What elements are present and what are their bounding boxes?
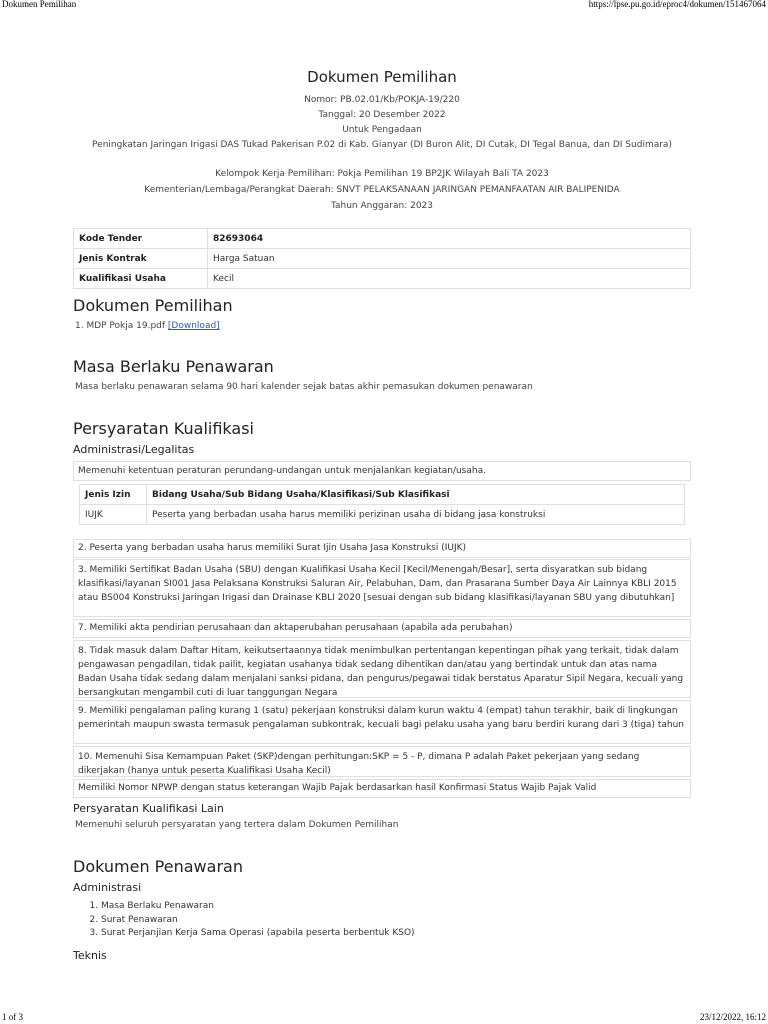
list-item: 3. Surat Perjanjian Kerja Sama Operasi (apabila peserta berbentuk KSO) [101,927,415,941]
meta-nomor: Nomor: PB.02.01/Kb/POKJA-19/220 [304,95,460,105]
info-key: Kode Tender [74,229,208,249]
info-value: Harga Satuan [208,249,691,269]
izin-cell-jenis: IUJK [80,505,147,525]
requirement-item: 8. Tidak masuk dalam Daftar Hitam, keikutsertaannya tidak menimbulkan pertentangan kepentingan pihak yang terkait, tidak dalam pengawasan pengadilan, tidak pailit, kegiatan usahanya tidak sedang dihentikan dan/atau yang bertindak untuk dan atas nama Badan Usaha tidak sedang dalam menjalani sanksi pidana, dan pengurus/pegawai tidak berstatus Aparatur Sipil Negara, kecuali yang bersangkutan mengambil cuti di luar tanggungan Negara [73,640,691,698]
izin-header-bidang: Bidang Usaha/Sub Bidang Usaha/Klasifikasi/Sub Klasifikasi [147,485,685,505]
print-timestamp: 23/12/2022, 16:12 [699,1012,766,1022]
izin-header-jenis: Jenis Izin [80,485,147,505]
section-heading-masa-berlaku: Masa Berlaku Penawaran [73,357,274,376]
print-header-url: https://lpse.pu.go.id/eproc4/dokumen/151467064 [588,0,766,9]
meta-kementerian: Kementerian/Lembaga/Perangkat Daerah: SNVT PELAKSANAAN JARINGAN PEMANFAATAN AIR BALIPENIDA [144,185,620,195]
info-value: Kecil [208,269,691,289]
print-footer [0,1012,768,1024]
requirement-item: 2. Peserta yang berbadan usaha harus memiliki Surat Ijin Usaha Jasa Konstruksi (IUJK) [73,539,691,558]
info-key: Jenis Kontrak [74,249,208,269]
section-heading-dokumen-pemilihan: Dokumen Pemilihan [73,296,233,315]
meta-untuk: Untuk Pengadaan [342,125,422,135]
subheading-kualifikasi-lain: Persyaratan Kualifikasi Lain [73,802,224,815]
table-row [74,269,691,289]
download-link[interactable]: [Download] [167,321,220,331]
meta-tahun: Tahun Anggaran: 2023 [330,201,433,211]
document-file-name: 1. MDP Pokja 19.pdf [75,321,166,331]
table-row [80,505,685,525]
requirement-item: 9. Memiliki pengalaman paling kurang 1 (satu) pekerjaan konstruksi dalam kurun waktu 4 (empat) tahun terakhir, baik di lingkungan pemerintah maupun swasta termasuk pengalaman subkontrak, kecuali bagi pelaku usaha yang baru berdiri kurang dari 3 (tiga) tahun [73,700,691,744]
requirement-item: 7. Memiliki akta pendirian perusahaan dan aktaperubahan perusahaan (apabila ada perubahan) [73,619,691,638]
subheading-teknis: Teknis [73,949,107,962]
requirement-item: Memiliki Nomor NPWP dengan status keterangan Wajib Pajak berdasarkan hasil Konfirmasi Status Wajib Pajak Valid [73,779,691,798]
subheading-administrasi-legalitas: Administrasi/Legalitas [73,443,195,456]
meta-pengadaan: Peningkatan Jaringan Irigasi DAS Tukad Pakerisan P.02 di Kab. Gianyar (DI Buron Alit, DI Cutak, DI Tegal Banua, dan DI Sudimara) [92,140,672,150]
izin-cell-bidang: Peserta yang berbadan usaha harus memiliki perizinan usaha di bidang jasa konstruksi [147,505,685,525]
page-title: Dokumen Pemilihan [307,68,457,86]
document-file-item [75,321,220,331]
info-key: Kualifikasi Usaha [74,269,208,289]
section-heading-dokumen-penawaran: Dokumen Penawaran [73,857,243,876]
subheading-administrasi: Administrasi [73,881,142,894]
legalitas-intro: Memenuhi ketentuan peraturan perundang-undangan untuk menjalankan kegiatan/usaha. [73,461,691,481]
masa-berlaku-text: Masa berlaku penawaran selama 90 hari kalender sejak batas akhir pemasukan dokumen penawaran [75,382,533,392]
table-row [74,249,691,269]
info-value: 82693064 [208,229,691,249]
print-header-title: Dokumen Pemilihan [2,0,77,9]
print-header [0,0,768,10]
requirement-item: 10. Memenuhi Sisa Kemampuan Paket (SKP)dengan perhitungan:SKP = 5 - P, dimana P adalah Paket pekerjaan yang sedang dikerjakan (hanya untuk peserta Kualifikasi Usaha Kecil) [73,746,691,777]
page-number: 1 of 3 [2,1012,23,1022]
administrasi-list [93,900,415,941]
meta-tanggal: Tanggal: 20 Desember 2022 [318,110,446,120]
table-row [74,229,691,249]
meta-pokja: Kelompok Kerja Pemilihan: Pokja Pemilihan 19 BP2JK Wilayah Bali TA 2023 [215,169,549,179]
section-heading-persyaratan: Persyaratan Kualifikasi [73,419,254,438]
list-item: 1. Masa Berlaku Penawaran [101,900,415,914]
requirement-item: 3. Memiliki Sertifikat Badan Usaha (SBU) dengan Kualifikasi Usaha Kecil [Kecil/Menengah/Besar], serta disyaratkan sub bidang klasifikasi/layanan SI001 Jasa Pelaksana Konstruksi Saluran Air, Pelabuhan, Dam, dan Prasarana Sumber Daya Air Lainnya KBLI 2015 atau BS004 Konstruksi Jaringan Irigasi dan Drainase KBLI 2020 [sesuai dengan sub bidang klasifikasi/layanan SBU yang dibutuhkan] [73,559,691,617]
izin-table [79,484,685,525]
list-item: 2. Surat Penawaran [101,914,415,928]
info-table [73,228,691,289]
kualifikasi-lain-text: Memenuhi seluruh persyaratan yang tertera dalam Dokumen Pemilihan [75,820,399,830]
table-header-row [80,485,685,505]
